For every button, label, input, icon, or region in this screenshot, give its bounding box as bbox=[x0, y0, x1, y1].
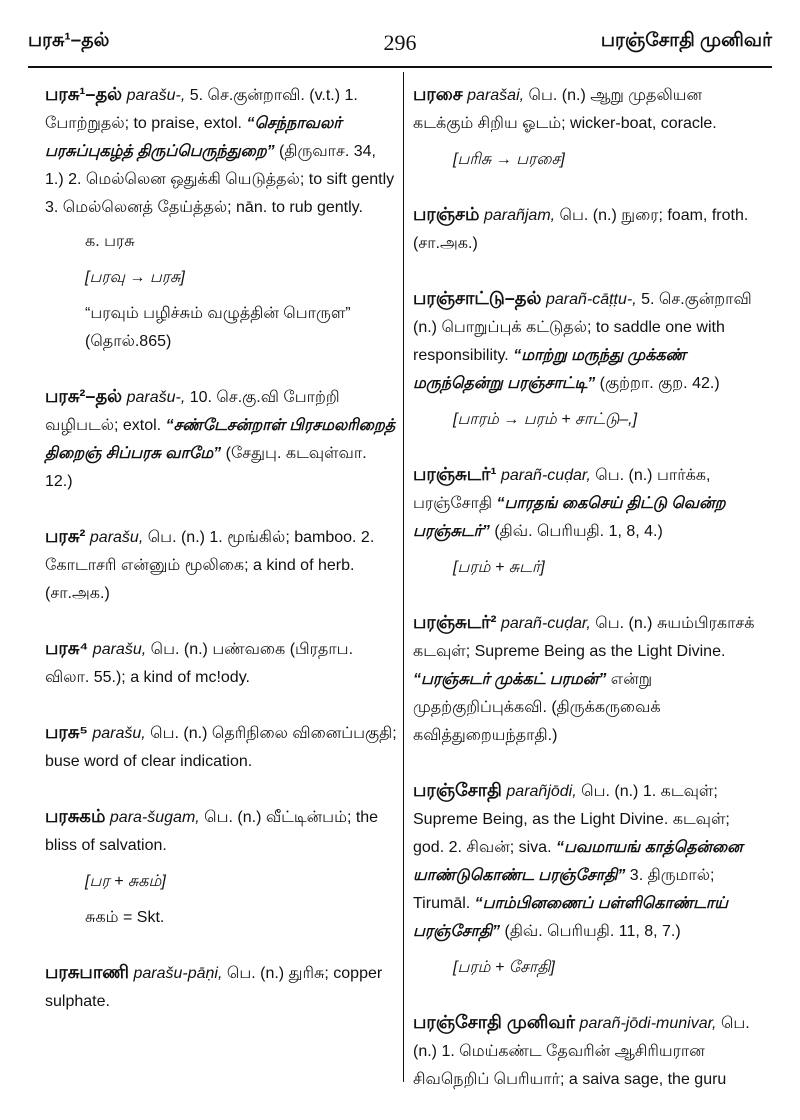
headword: பரசுகம் bbox=[45, 806, 106, 826]
quotation: “செந்நாவலர் பரசுப்புகழ்த் திருப்பெருந்துறை” bbox=[45, 115, 342, 160]
entry-parasu-bamboo bbox=[45, 522, 397, 608]
quotation: “மாற்று மருந்து முக்கண் மருந்தென்று பரஞ்சாட்டி” bbox=[413, 347, 687, 392]
etymology: [பரவு → பரசு] bbox=[85, 269, 185, 286]
headword: பரசை bbox=[413, 84, 463, 104]
definition: பெ. (n.) 1. மூங்கில்; bamboo. 2. கோடாசரி என்னும் மூலிகை; a kind of herb. (சா.அக.) bbox=[45, 529, 375, 602]
entry-body bbox=[413, 284, 765, 398]
left-column bbox=[45, 80, 397, 1042]
right-column bbox=[413, 80, 765, 1120]
transliteration: parañjam, bbox=[483, 207, 556, 224]
entry-parasugam bbox=[45, 802, 397, 932]
column-divider bbox=[403, 72, 404, 1082]
definition: பெ. (n.) துரிசு; copper sulphate. bbox=[45, 965, 383, 1010]
headword: பரஞ்சாட்டு–தல் bbox=[413, 288, 542, 308]
headword: பரசு²–தல் bbox=[45, 386, 123, 406]
definition: பெ. (n.) பார்க்க, பரஞ்சோதி bbox=[413, 467, 711, 512]
entry-parasu4 bbox=[45, 634, 397, 692]
definition: பெ. (n.) ஆறு முதலியன கடக்கும் சிறிய ஓடம்; wicker-boat, coracle. bbox=[413, 87, 717, 132]
quotation: “சண்டேசன்றாள் பிரசமலரிறைத் திறைஞ் சிப்பரசு வாமே” bbox=[45, 417, 396, 462]
transliteration: parañ-cāṭṭu-, bbox=[545, 291, 637, 308]
citation: (திவ். பெரியதி. 11, 8, 7.) bbox=[500, 923, 681, 940]
citation: (குற்றா. குற. 42.) bbox=[595, 375, 720, 392]
definition: பெ. (n.) 1. மெய்கண்ட தேவரின் ஆசிரியரான சிவநெறிப் பெரியார்; a saiva sage, the guru bbox=[413, 1015, 750, 1088]
headword: பரஞ்சுடர்² bbox=[413, 612, 497, 632]
headword: பரஞ்சம் bbox=[413, 204, 480, 224]
citation: (சேதுபு. கடவுள்வா. 12.) bbox=[45, 445, 367, 490]
definition: பெ. (n.) வீட்டின்பம்; the bliss of salvation. bbox=[45, 809, 379, 854]
definition-continued: 3. திருமால்; Tirumāl. bbox=[413, 867, 715, 912]
headword: பரசு⁵ bbox=[45, 722, 88, 742]
definition: 10. செ.கு.வி போற்றி வழிபடல்; extol. bbox=[45, 389, 340, 434]
definition: பெ. (n.) நுரை; foam, froth. (சா.அக.) bbox=[413, 207, 749, 252]
etymology: [பாரம் → பரம் + சாட்டு–,] bbox=[453, 411, 638, 428]
entry-paranchudar1 bbox=[413, 460, 765, 582]
header-rule bbox=[28, 66, 772, 68]
entry-paranjodi-munivar bbox=[413, 1008, 765, 1094]
headword: பரஞ்சோதி முனிவர் bbox=[413, 1012, 576, 1032]
usage-quote: “பரவும் பழிச்சும் வழுத்தின் பொருள” (தொல்.865) bbox=[85, 305, 351, 350]
definition: பெ. (n.) தெரிநிலை வினைப்பகுதி; buse word of clear indication. bbox=[45, 725, 397, 770]
entry-body bbox=[413, 460, 765, 546]
transliteration: parašu-, bbox=[126, 389, 186, 406]
running-header bbox=[28, 30, 772, 64]
quotation: “பவமாயங் காத்தென்னை யாண்டுகொண்ட பரஞ்சோதி” bbox=[413, 839, 743, 884]
entry-parasu5 bbox=[45, 718, 397, 776]
citation: என்று முதற்குறிப்புக்கவி. (திருக்கருவைக் கவித்துறையந்தாதி.) bbox=[413, 671, 661, 744]
entry-body bbox=[45, 802, 397, 860]
header-first-headword: பரசு¹–தல் bbox=[28, 30, 110, 51]
transliteration: parašai, bbox=[467, 87, 525, 104]
citation: (திருவாச. 34, 1.) 2. மெல்லென ஒதுக்கி யெடுத்தல்; to sift gently 3. மெல்லெனத் தேய்த்தல்; nān. to rub gently. bbox=[45, 143, 395, 216]
transliteration: parañjōdi, bbox=[506, 783, 577, 800]
entry-parasu2-thal bbox=[45, 382, 397, 496]
headword: பரஞ்சுடர்¹ bbox=[413, 464, 497, 484]
definition: 5. செ.குன்றாவி (n.) பொறுப்புக் கட்டுதல்; to saddle one with responsibility. bbox=[413, 291, 752, 364]
page-number: 296 bbox=[383, 30, 417, 55]
transliteration: parañ-jōdi-munivar, bbox=[579, 1015, 717, 1032]
entry-paranjodi bbox=[413, 776, 765, 982]
header-last-headword: பரஞ்சோதி முனிவர் bbox=[600, 30, 772, 51]
transliteration: parañ-cuḍar, bbox=[500, 467, 591, 484]
quotation: “பாரதங் கைசெய் திட்டு வென்ற பரஞ்சுடர்” bbox=[413, 495, 726, 540]
transliteration: para-šugam, bbox=[109, 809, 200, 826]
cognate: க. பரசு bbox=[85, 233, 135, 250]
definition: பெ. (n.) பண்வகை (பிரதாப. விலா. 55.); a kind of mc!ody. bbox=[45, 641, 354, 686]
entry-paranchudar2 bbox=[413, 608, 765, 750]
entry-body bbox=[413, 80, 765, 138]
quotation-2: “பாம்பினணைப் பள்ளிகொண்டாய் பரஞ்சோதி” bbox=[413, 895, 728, 940]
quotation: “பரஞ்சுடர் முக்கட் பரமன்” bbox=[413, 671, 607, 688]
etymology: [பரிசு → பரசை] bbox=[453, 151, 565, 168]
entry-paranjam bbox=[413, 200, 765, 258]
transliteration: parašu-pāṇi, bbox=[133, 965, 223, 982]
transliteration: parañ-cuḍar, bbox=[500, 615, 591, 632]
entry-parasu1-thal bbox=[45, 80, 397, 356]
headword: பரசுபாணி bbox=[45, 962, 130, 982]
entry-body bbox=[45, 80, 397, 222]
citation: (திவ். பெரியதி. 1, 8, 4.) bbox=[489, 523, 663, 540]
entry-parasai bbox=[413, 80, 765, 174]
transliteration: parašu, bbox=[92, 725, 146, 742]
etymology: [பரம் + சுடர்] bbox=[453, 559, 545, 576]
transliteration: parašu-, bbox=[126, 87, 186, 104]
entry-parasupani bbox=[45, 958, 397, 1016]
etymology: [பரம் + சோதி] bbox=[453, 959, 555, 976]
definition: பெ. (n.) சுயம்பிரகாசக் கடவுள்; Supreme Being as the Light Divine. bbox=[413, 615, 755, 660]
etymology: [பர + சுகம்] bbox=[85, 873, 166, 890]
definition: பெ. (n.) 1. கடவுள்; Supreme Being, as the Light Divine. கடவுள்; god. 2. சிவன்; siva. bbox=[413, 783, 730, 856]
headword: பரஞ்சோதி bbox=[413, 780, 502, 800]
definition: 5. செ.குன்றாவி. (v.t.) 1. போற்றுதல்; to praise, extol. bbox=[45, 87, 358, 132]
entry-paranchattu-thal bbox=[413, 284, 765, 434]
note: சுகம் = Skt. bbox=[85, 909, 165, 926]
transliteration: parašu, bbox=[89, 529, 144, 546]
headword: பரசு² bbox=[45, 526, 86, 546]
headword: பரசு¹–தல் bbox=[45, 84, 123, 104]
entry-body bbox=[413, 776, 765, 946]
headword: பரசு⁴ bbox=[45, 638, 89, 658]
transliteration: parašu, bbox=[92, 641, 147, 658]
